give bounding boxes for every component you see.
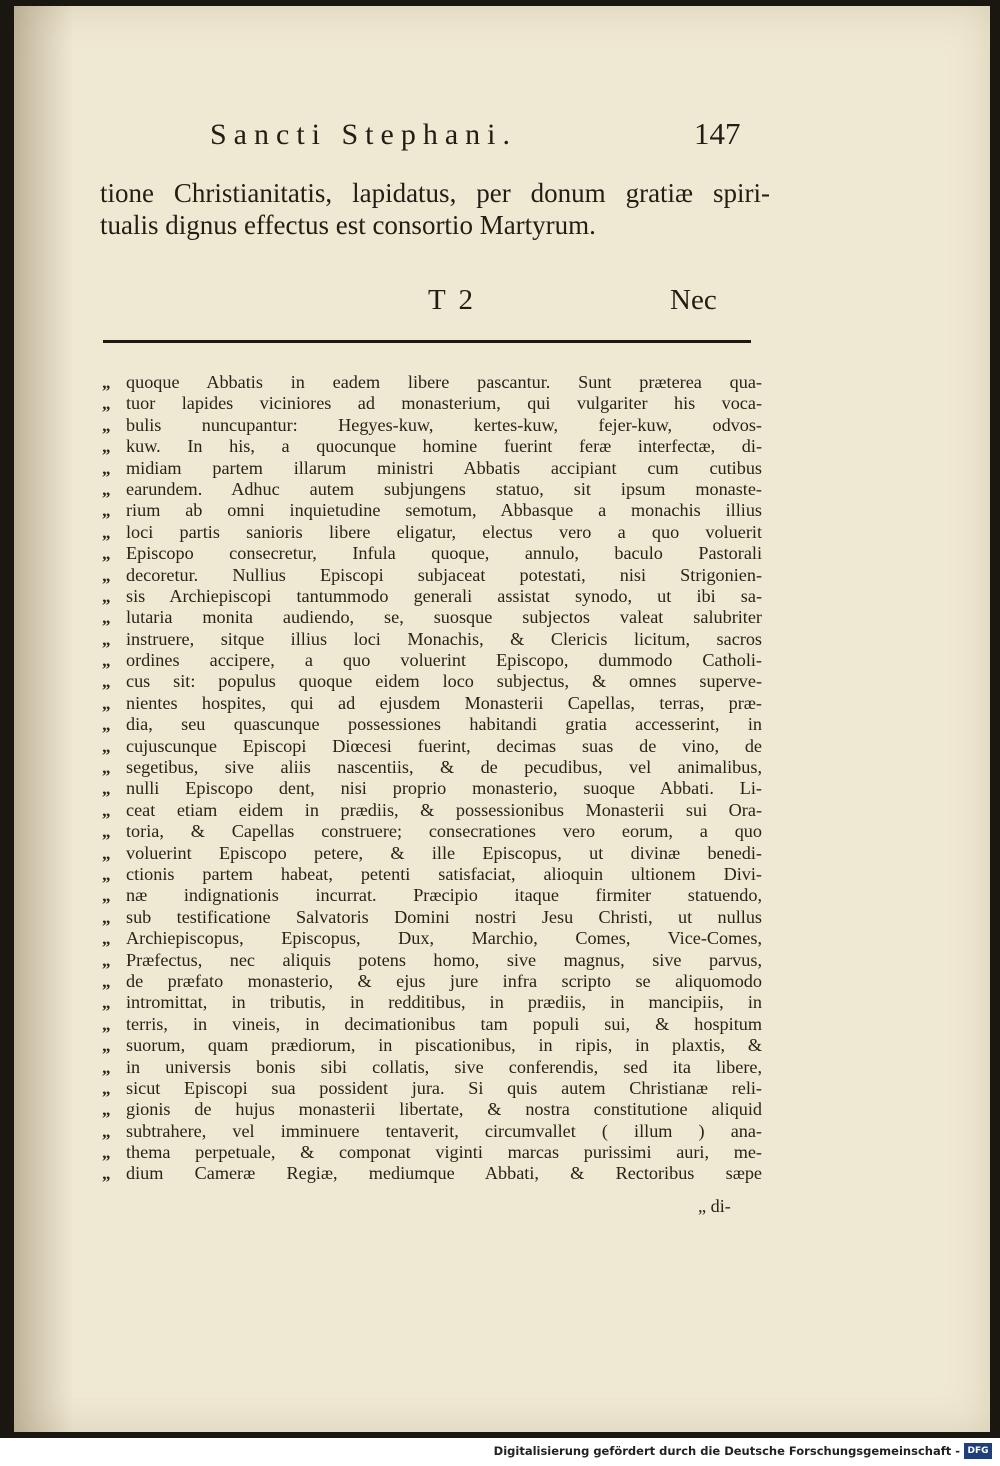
footnote-block <box>102 372 762 1185</box>
quotation-mark: „ <box>102 843 111 863</box>
quotation-mark: „ <box>102 501 111 521</box>
footnote-text: loci partis sanioris libere eligatur, electus vero a quo voluerit <box>126 521 762 542</box>
footnote-line <box>102 671 762 692</box>
quotation-mark: „ <box>102 544 111 564</box>
footnote-line <box>102 736 762 757</box>
footnote-text: Archiepiscopus, Episcopus, Dux, Marchio, Comes, Vice-Comes, <box>126 928 762 949</box>
footnote-text: cus sit: populus quoque eidem loco subjectus, & omnes superve- <box>126 671 762 692</box>
quotation-mark: „ <box>102 651 111 671</box>
footnote-line <box>102 393 762 414</box>
footnote-text: decoretur. Nullius Episcopi subjaceat potestati, nisi Strigonien- <box>126 564 762 585</box>
footnote-text: segetibus, sive aliis nascentiis, & de pecudibus, vel animalibus, <box>126 757 762 778</box>
footnote-line <box>102 693 762 714</box>
footnote-text: earundem. Adhuc autem subjungens statuo, sit ipsum monaste- <box>126 478 762 499</box>
footnote-line <box>102 800 762 821</box>
footnote-text: sis Archiepiscopi tantummodo generali assistat synodo, ut ibi sa- <box>126 585 762 606</box>
signature-mark: T 2 <box>428 284 476 316</box>
page-number: 147 <box>694 116 741 151</box>
footnote-line <box>102 607 762 628</box>
footer-bar <box>0 1438 1000 1466</box>
footnote-line <box>102 778 762 799</box>
quotation-mark: „ <box>102 394 111 414</box>
footnote-line <box>102 436 762 457</box>
footnote-line <box>102 479 762 500</box>
dfg-logo-icon: DFG <box>964 1443 992 1459</box>
quotation-mark: „ <box>102 565 111 585</box>
footnote-text: toria, & Capellas construere; consecrationes vero eorum, a quo <box>126 821 762 842</box>
running-title: Sancti Stephani. <box>210 118 517 151</box>
footnote-line <box>102 1057 762 1078</box>
footnote-text: nulli Episcopo dent, nisi proprio monasterio, suoque Abbati. Li- <box>126 778 762 799</box>
footnote-text: de præfato monasterio, & ejus jure infra scripto se aliquomodo <box>126 970 762 991</box>
footnote-text: suorum, quam prædiorum, in piscationibus, in ripis, in plaxtis, & <box>126 1035 762 1056</box>
footnote-line <box>102 565 762 586</box>
footnote-text: Episcopo consecretur, Infula quoque, annulo, baculo Pastorali <box>126 543 762 564</box>
footnote-text: lutaria monita audiendo, se, suosque subjectos valeat salubriter <box>126 607 762 628</box>
quotation-mark: „ <box>102 736 111 756</box>
footnote-line <box>102 522 762 543</box>
quotation-mark: „ <box>102 864 111 884</box>
quotation-mark: „ <box>102 522 111 542</box>
quotation-mark: „ <box>102 586 111 606</box>
quotation-mark: „ <box>102 608 111 628</box>
quotation-mark: „ <box>102 415 111 435</box>
footnote-text: terris, in vineis, in decimationibus tam populi sui, & hospitum <box>126 1013 762 1034</box>
footnote-line <box>102 458 762 479</box>
footnote-line <box>102 907 762 928</box>
footnote-text: gionis de hujus monasterii libertate, & nostra constitutione aliquid <box>126 1099 762 1120</box>
footnote-line <box>102 992 762 1013</box>
footnote-catchword: „ di- <box>698 1196 731 1216</box>
quotation-mark: „ <box>102 373 111 392</box>
footnote-text: dium Cameræ Regiæ, mediumque Abbati, & Rectoribus sæpe <box>126 1163 762 1184</box>
footnote-text: bulis nuncupantur: Hegyes-kuw, kertes-kuw, fejer-kuw, odvos- <box>126 414 762 435</box>
footnote-line <box>102 1121 762 1142</box>
footnote-text: nientes hospites, qui ad ejusdem Monasterii Capellas, terras, præ- <box>126 692 762 713</box>
quotation-mark: „ <box>102 1121 111 1141</box>
quotation-mark: „ <box>102 437 111 457</box>
catchword: Nec <box>670 284 717 316</box>
footnote-text: quoque Abbatis in eadem libere pascantur. Sunt præterea qua- <box>126 372 762 392</box>
footnote-line <box>102 1078 762 1099</box>
footnote-line <box>102 885 762 906</box>
footnote-text: ordines accipere, a quo voluerint Episcopo, dummodo Catholi- <box>126 650 762 671</box>
footnote-line <box>102 1163 762 1184</box>
quotation-mark: „ <box>102 1143 111 1163</box>
footnote-text: cujuscunque Episcopi Diœcesi fuerint, decimas suas de vino, de <box>126 735 762 756</box>
funding-credit: Digitalisierung gefördert durch die Deutsche Forschungsgemeinschaft - <box>493 1444 960 1458</box>
quotation-mark: „ <box>102 479 111 499</box>
quotation-mark: „ <box>102 629 111 649</box>
footnote-line <box>102 543 762 564</box>
gutter-shadow <box>14 6 74 1432</box>
quotation-mark: „ <box>102 1078 111 1098</box>
footnote-text: thema perpetuale, & componat viginti marcas purissimi auri, me- <box>126 1142 762 1163</box>
footnote-text: Præfectus, nec aliquis potens homo, sive magnus, sive parvus, <box>126 949 762 970</box>
quotation-mark: „ <box>102 993 111 1013</box>
footnote-line <box>102 864 762 885</box>
footnote-line <box>102 1035 762 1056</box>
quotation-mark: „ <box>102 886 111 906</box>
quotation-mark: „ <box>102 971 111 991</box>
footnote-text: ctionis partem habeat, petenti satisfaciat, alioquin ultionem Divi- <box>126 863 762 884</box>
quotation-mark: „ <box>102 758 111 778</box>
footnote-line <box>102 821 762 842</box>
footnote-line <box>102 372 762 393</box>
main-text-line: tione Christianitatis, lapidatus, per donum gratiæ spiri- <box>100 178 770 208</box>
footnote-text: in universis bonis sibi collatis, sive conferendis, sed ita libere, <box>126 1056 762 1077</box>
footnote-line <box>102 971 762 992</box>
footnote-line <box>102 714 762 735</box>
quotation-mark: „ <box>102 672 111 692</box>
footnote-text: voluerint Episcopo petere, & ille Episcopus, ut divinæ benedi- <box>126 842 762 863</box>
quotation-mark: „ <box>102 1057 111 1077</box>
footnote-line <box>102 757 762 778</box>
footnote-text: intromittat, in tributis, in redditibus, in prædiis, in mancipiis, in <box>126 992 762 1013</box>
footnote-line <box>102 950 762 971</box>
footnote-text: subtrahere, vel imminuere tentaverit, circumvallet ( illum ) ana- <box>126 1120 762 1141</box>
footnote-text: ceat etiam eidem in prædiis, & possessionibus Monasterii sui Ora- <box>126 799 762 820</box>
quotation-mark: „ <box>102 929 111 949</box>
quotation-mark: „ <box>102 779 111 799</box>
footnote-divider <box>103 340 751 343</box>
quotation-mark: „ <box>102 1100 111 1120</box>
quotation-mark: „ <box>102 1164 111 1184</box>
quotation-mark: „ <box>102 458 111 478</box>
footnote-text: tuor lapides viciniores ad monasterium, qui vulgariter his voca- <box>126 393 762 414</box>
footnote-line <box>102 650 762 671</box>
footnote-line <box>102 843 762 864</box>
footnote-text: sicut Episcopi sua possident jura. Si quis autem Christianæ reli- <box>126 1077 762 1098</box>
footnote-text: kuw. In his, a quocunque homine fuerint feræ interfectæ, di- <box>126 436 762 457</box>
quotation-mark: „ <box>102 950 111 970</box>
footnote-line <box>102 415 762 436</box>
footnote-text: instruere, sitque illius loci Monachis, & Clericis licitum, sacros <box>126 628 762 649</box>
footnote-line <box>102 1099 762 1120</box>
quotation-mark: „ <box>102 693 111 713</box>
quotation-mark: „ <box>102 1014 111 1034</box>
footnote-text: midiam partem illarum ministri Abbatis accipiant cum cutibus <box>126 457 762 478</box>
quotation-mark: „ <box>102 822 111 842</box>
footnote-line <box>102 1014 762 1035</box>
footnote-line <box>102 586 762 607</box>
footnote-text: næ indignationis incurrat. Præcipio itaque firmiter statuendo, <box>126 885 762 906</box>
footnote-line <box>102 928 762 949</box>
footnote-text: sub testificatione Salvatoris Domini nostri Jesu Christi, ut nullus <box>126 906 762 927</box>
quotation-mark: „ <box>102 715 111 735</box>
footnote-line <box>102 629 762 650</box>
footnote-line <box>102 1142 762 1163</box>
footnote-text: dia, seu quascunque possessiones habitandi gratia accesserint, in <box>126 714 762 735</box>
footnote-line <box>102 500 762 521</box>
quotation-mark: „ <box>102 800 111 820</box>
main-text-line: tualis dignus effectus est consortio Martyrum. <box>100 210 596 240</box>
footnote-text: rium ab omni inquietudine semotum, Abbasque a monachis illius <box>126 500 762 521</box>
quotation-mark: „ <box>102 1036 111 1056</box>
quotation-mark: „ <box>102 907 111 927</box>
